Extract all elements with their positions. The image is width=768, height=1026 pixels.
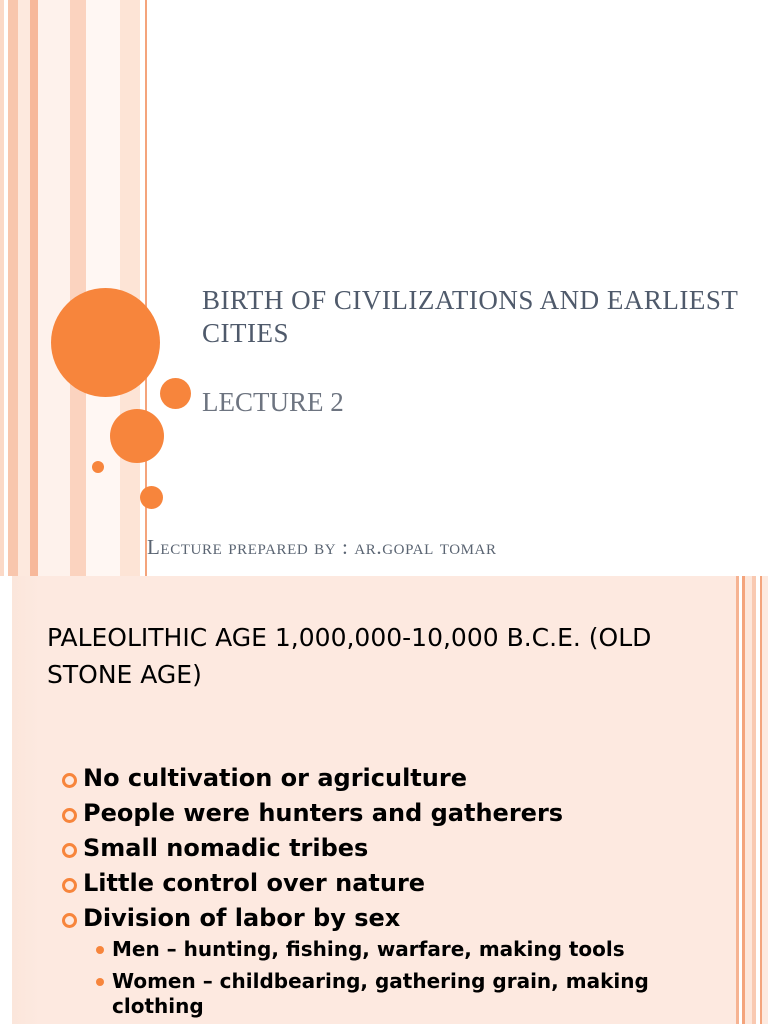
decorative-circle-tiny (92, 461, 104, 473)
bullet-text: People were hunters and gatherers (83, 799, 564, 827)
sub-bullet-list (96, 937, 736, 1026)
sub-bullet-text: Men – hunting, fishing, warfare, making tools (112, 937, 625, 961)
list-item (62, 761, 742, 796)
dot-bullet-icon (96, 978, 104, 986)
ring-bullet-icon (62, 878, 77, 893)
bullet-list (62, 761, 742, 936)
decorative-stripes (0, 0, 150, 576)
author-byline: Lecture prepared by : ar.gopal tomar (147, 535, 497, 559)
ring-bullet-icon (62, 808, 77, 823)
decorative-circle-small (140, 486, 163, 509)
ring-bullet-icon (62, 843, 77, 858)
ring-bullet-icon (62, 913, 77, 928)
slide-title: BIRTH OF CIVILIZATIONS AND EARLIEST CITIES (202, 285, 738, 348)
list-item (62, 831, 742, 866)
list-item (96, 937, 736, 962)
list-item (62, 866, 742, 901)
bullet-text: Division of labor by sex (83, 904, 401, 932)
decorative-circle-small (160, 378, 191, 409)
list-item (62, 796, 742, 831)
slide-subtitle: LECTURE 2 (202, 387, 344, 417)
sub-bullet-text: Women – childbearing, gathering grain, making clothing (112, 969, 649, 1018)
decorative-circle-medium (110, 409, 164, 463)
bullet-text: No cultivation or agriculture (83, 764, 467, 792)
ring-bullet-icon (62, 773, 77, 788)
list-item (62, 901, 742, 936)
list-item (96, 969, 736, 1019)
bullet-text: Small nomadic tribes (83, 834, 369, 862)
dot-bullet-icon (96, 946, 104, 954)
decorative-circle-large (51, 288, 160, 397)
bullet-text: Little control over nature (83, 869, 426, 897)
content-slide-title: PALEOLITHIC AGE 1,000,000-10,000 B.C.E. (OLD STONE AGE) (47, 623, 652, 689)
